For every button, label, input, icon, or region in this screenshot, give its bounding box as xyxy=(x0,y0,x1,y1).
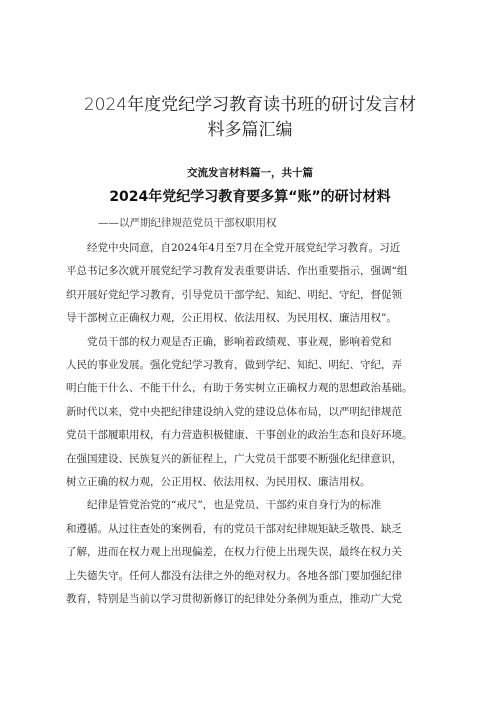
paragraph xyxy=(66,237,438,331)
document-title-line-1: 2024年度党纪学习教育读书班的研讨发言材 xyxy=(83,95,417,115)
paragraph-line: 明白能干什么、不能干什么，有助于务实树立正确权力观的思想政治基础。 xyxy=(66,382,413,395)
paragraph-line: 树立正确的权力观，公正用权、依法用权、为民用权、廉洁用权。 xyxy=(66,476,371,489)
document-title-line-2: 料多篇汇编 xyxy=(207,120,293,140)
paragraph-line: 人民的事业发展。强化党纪学习教育，做到学纪、知纪、明纪、守纪，弄 xyxy=(66,359,402,372)
paragraph-line: 织开展好党纪学习教育，引导党员干部学纪、知纪、明纪、守纪，督促领 xyxy=(66,288,402,301)
paragraph-line: 党员干部的权力观是否正确，影响着政绩观、事业观，影响着党和 xyxy=(87,335,392,348)
paragraph-line: 平总书记多次就开展党纪学习教育发表重要讲话、作出重要指示，强调“组 xyxy=(66,265,408,278)
paragraph-line: 了解，进而在权力观上出现偏差，在权力行使上出现失误，最终在权力关 xyxy=(66,546,402,559)
paragraph-line: 和遵循。从过往查处的案例看，有的党员干部对纪律规矩缺乏敬畏、缺乏 xyxy=(66,522,402,535)
section-label: 交流发言材料篇一，共十篇 xyxy=(187,167,313,179)
paragraph-line: 经党中央同意，自2024年4月至7月在全党开展党纪学习教育。习近 xyxy=(87,242,401,254)
article-title: 2024年党纪学习教育要多算“账”的研讨材料 xyxy=(109,189,391,205)
article-body xyxy=(66,237,438,612)
document-title xyxy=(40,93,460,143)
paragraph xyxy=(66,331,438,495)
paragraph-line: 上失德失守。任何人都没有法律之外的绝对权力。各地各部门要加强纪律 xyxy=(66,569,402,582)
paragraph-line: 教育，特别是当前以学习贯彻新修订的纪律处分条例为重点，推动广大党 xyxy=(66,593,402,606)
article-subtitle: ——以严期纪律规范党员干部权职用权 xyxy=(98,217,277,229)
paragraph-line: 导干部树立正确权力观，公正用权、依法用权、为民用权、廉洁用权”。 xyxy=(66,312,397,325)
paragraph-line: 纪律是管党治党的“戒尺”，也是党员、干部约束自身行为的标准 xyxy=(87,499,382,512)
paragraph-line: 在强国建设、民族复兴的新征程上，广大党员干部要不断强化纪律意识， xyxy=(66,452,402,465)
paragraph-line: 党员干部履职用权，有力营造积极健康、干事创业的政治生态和良好环境。 xyxy=(66,429,413,442)
paragraph xyxy=(66,494,438,611)
paragraph-line: 新时代以来，党中央把纪律建设纳入党的建设总体布局，以严明纪律规范 xyxy=(66,405,402,418)
